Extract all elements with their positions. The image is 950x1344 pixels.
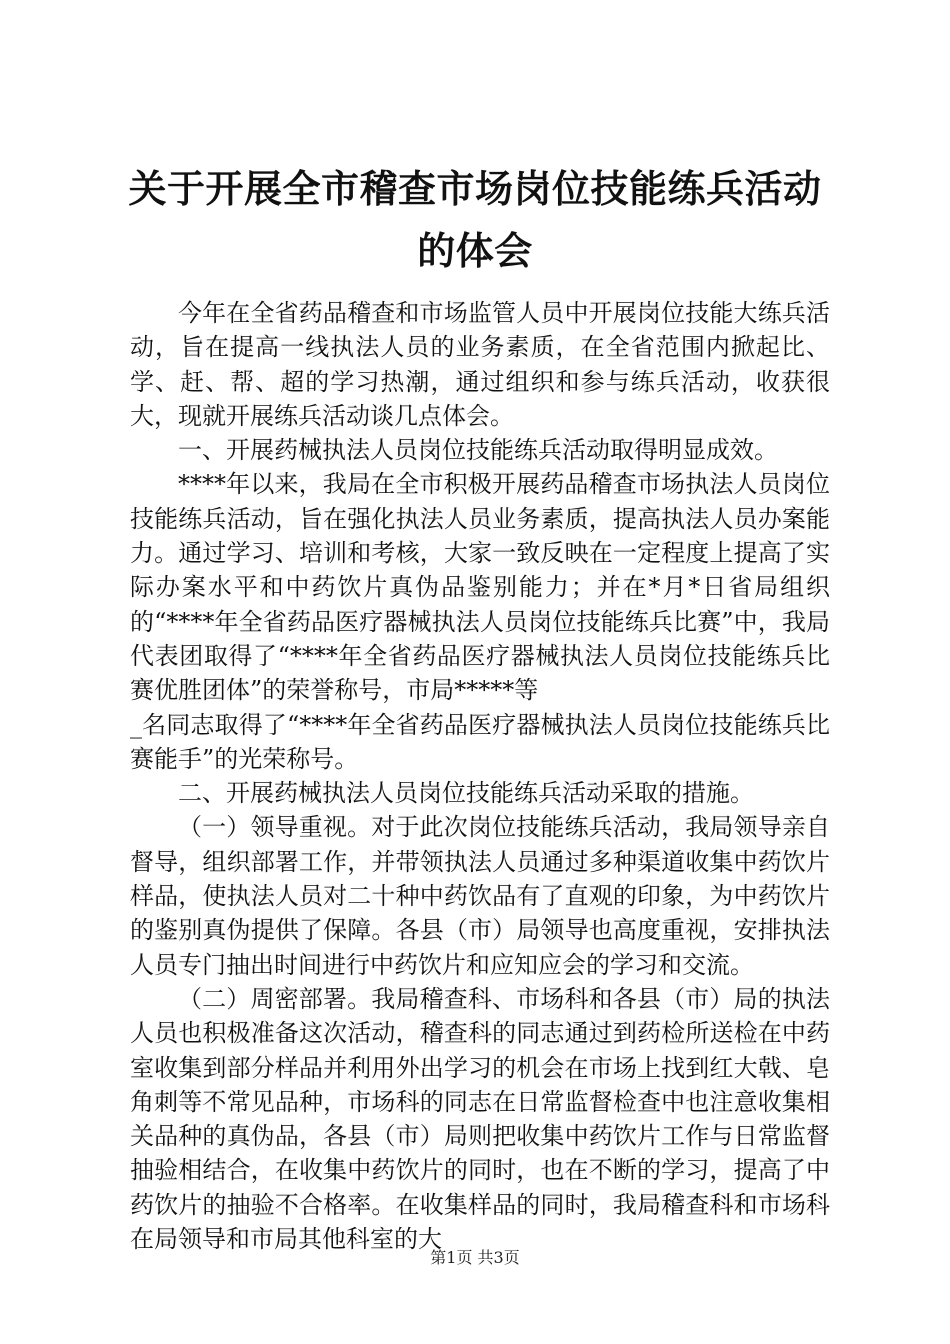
paragraph-deployment: （二）周密部署。我局稽查科、市场科和各县（市）局的执法人员也积极准备这次活动，稽查科的同志通过到药检所送检在中药室收集到部分样品并利用外出学习的机会在市场上找到红大戟、皂角刺等不常见品种，市场科的同志在日常监督检查中也注意收集相关品种的真伪品，各县（市）局则把收集中药饮片工作与日常监督抽验相结合，在收集中药饮片的同时，也在不断的学习，提高了中药饮片的抽验不合格率。在收集样品的同时，我局稽查科和市场科在局领导和市局其他科室的大	[130, 984, 830, 1254]
paragraph-leadership: （一）领导重视。对于此次岗位技能练兵活动，我局领导亲自督导，组织部署工作，并带领执法人员通过多种渠道收集中药饮片样品，使执法人员对二十种中药饮品有了直观的印象，为中药饮片的鉴别真伪提供了保障。各县（市）局领导也高度重视，安排执法人员专门抽出时间进行中药饮片和应知应会的学习和交流。	[130, 813, 830, 979]
paragraph-intro: 今年在全省药品稽查和市场监管人员中开展岗位技能大练兵活动，旨在提高一线执法人员的业务素质，在全省范围内掀起比、学、赶、帮、超的学习热潮，通过组织和参与练兵活动，收获很大，现就开展练兵活动谈几点体会。	[130, 299, 830, 430]
paragraph-results: ****年以来，我局在全市积极开展药品稽查市场执法人员岗位技能练兵活动，旨在强化执法人员业务素质，提高执法人员办案能力。通过学习、培训和考核，大家一致反映在一定程度上提高了实际办案水平和中药饮片真伪品鉴别能力；并在*月*日省局组织的“****年全省药品医疗器械执法人员岗位技能练兵比赛”中，我局代表团取得了“****年全省药品医疗器械执法人员岗位技能练兵比赛优胜团体”的荣誉称号，市局*****等	[130, 470, 830, 705]
section-heading-2: 二、开展药械执法人员岗位技能练兵活动采取的措施。	[178, 779, 754, 808]
document-title: 关于开展全市稽查市场岗位技能练兵活动的体会	[128, 166, 822, 273]
section-heading-1: 一、开展药械执法人员岗位技能练兵活动取得明显成效。	[178, 436, 778, 465]
document-body	[130, 296, 830, 1256]
paragraph-results-continued: _名同志取得了“****年全省药品医疗器械执法人员岗位技能练兵比赛能手”的光荣称号。	[130, 710, 830, 773]
page-number-footer: 第1页 共3页	[430, 1248, 520, 1267]
